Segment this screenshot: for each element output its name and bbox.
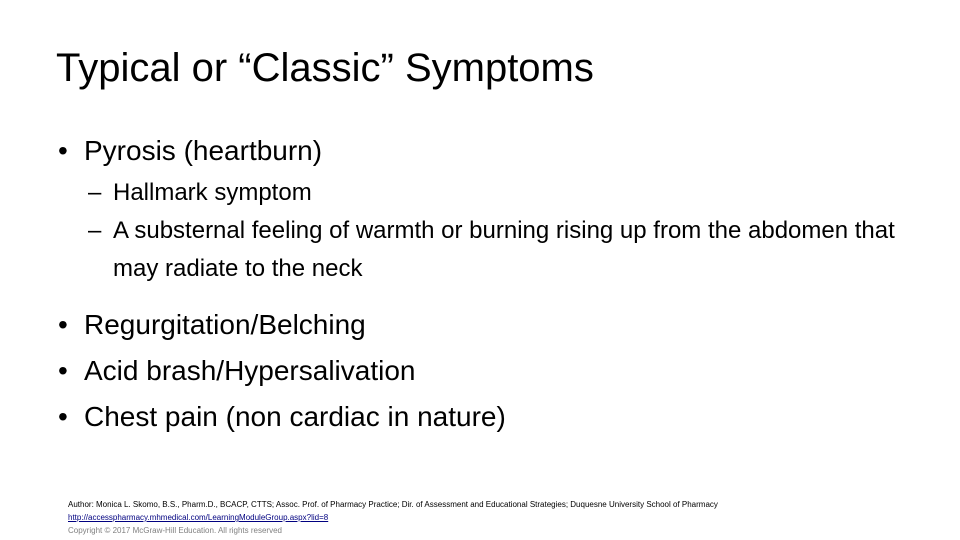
slide-footer [68,498,948,537]
bullet-text: Regurgitation/Belching [84,309,366,340]
footer-copyright: Copyright © 2017 McGraw-Hill Education. All rights reserved [68,526,282,535]
dash-glyph: – [88,179,102,206]
footer-author: Author: Monica L. Skomo, B.S., Pharm.D., BCACP, CTTS; Assoc. Prof. of Pharmacy Practice; Dir. of Assessment and Educational Strategies; Duquesne University School of Pharmacy [68,500,718,509]
bullet-item-regurgitation [58,302,938,348]
footer-source-link[interactable]: http://accesspharmacy.mhmedical.com/LearningModuleGroup.aspx?lid=8 [68,513,329,522]
sub-bullet-item [58,174,938,212]
dash-glyph: – [88,217,102,244]
bullet-text: Pyrosis (heartburn) [84,135,323,166]
slide-body [58,128,938,440]
bullet-item-acid-brash [58,348,938,394]
bullet-text: Chest pain (non cardiac in nature) [84,401,506,432]
sub-bullet-text: A substernal feeling of warmth or burning rising up from the abdomen that may radiate to the neck [113,217,895,282]
bullet-item-chest-pain [58,394,938,440]
bullet-item-pyrosis [58,128,938,174]
sub-bullet-list [58,174,938,288]
bullet-glyph: • [58,401,68,432]
bullet-text: Acid brash/Hypersalivation [84,355,416,386]
bullet-glyph: • [58,309,68,340]
sub-bullet-text: Hallmark symptom [113,179,312,206]
bullet-glyph: • [58,355,68,386]
sub-bullet-item [58,212,938,288]
slide-title: Typical or “Classic” Symptoms [56,46,594,90]
bullet-glyph: • [58,135,68,166]
